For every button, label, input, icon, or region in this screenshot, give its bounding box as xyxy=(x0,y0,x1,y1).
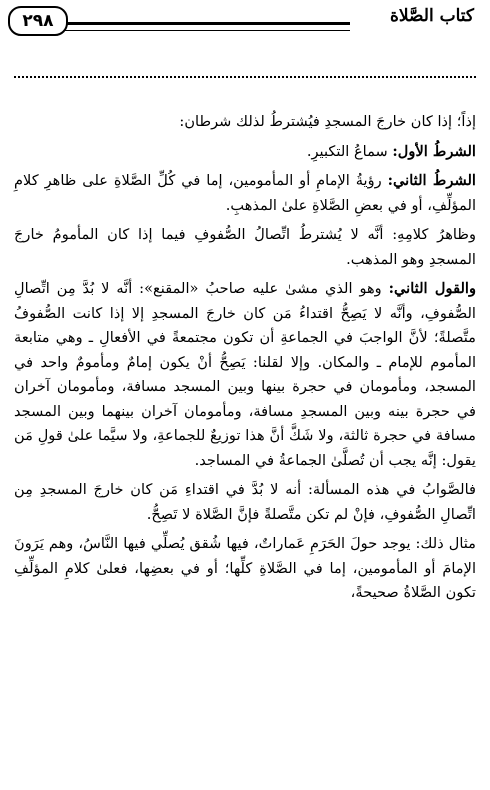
page-number: ٢٩٨ xyxy=(8,6,68,36)
paragraph-text: رؤيةُ الإمامِ أو المأمومين، إما في كُلِّ الصَّلاةِ على ظاهرِ كلامِ المؤلِّفِ، أو في بعضِ الصَّلاةِ علىٰ المذهبِ. xyxy=(14,172,476,214)
paragraph-text: إذاً؛ إذا كان خارجَ المسجدِ فيُشترطُ لذلك شرطان: xyxy=(179,113,476,130)
dotted-separator xyxy=(14,76,476,78)
paragraph-text: وهو الذي مشىٰ عليه صاحبُ «المقنع»: أنَّه لا بُدَّ مِن اتِّصالِ الصُّفوفِ، وأنَّه لا يَصِحُّ اقتداءُ مَن كان خارجَ المسجدِ إلا إذا كانت الصُّفوفُ متَّصلةً؛ لأنَّ الواجبَ في الجماعةِ أن تكون مجتمعةً في الأفعالِ ـ وهي متابعة المأموم للإمام ـ والمكان. وإلا لقلنا: يَصِحُّ أنْ يكون إمامٌ ومأمومٌ واحد في المسجد، ومأمومان في حجرة بينها وبين المسجد مسافة، ومأمومان آخران في حجرة بينه وبين المسجدِ مسافة، ومأمومان آخران بينهما وبين المسجد مسافة في حجرة ثالثة، ولا شَكَّ أنَّ هذا توزيعٌ للجماعةِ، ولا سيَّما علىٰ قولِ مَن يقول: إنَّه يجب أن تُصلَّىٰ الجماعةُ في المساجد. xyxy=(14,280,476,469)
paragraph-lead: والقول الثاني: xyxy=(388,280,476,297)
page-body xyxy=(14,110,476,780)
paragraph-text: وظاهرُ كلامِهِ: أنَّه لا يُشترطُ اتِّصالُ الصُّفوفِ فيما إذا كان المأمومُ خارجَ المسجدِ وهو المذهب. xyxy=(14,226,476,268)
paragraph-lead: الشرطُ الأول: xyxy=(392,142,476,160)
paragraph xyxy=(14,532,476,606)
paragraph-lead: الشرطُ الثاني: xyxy=(387,172,476,189)
paragraph xyxy=(14,277,476,473)
paragraph-text: مثال ذلك: يوجد حولَ الحَرَمِ عَماراتٌ، فيها شُقق يُصلِّي فيها النَّاسُ، وهم يَرَونَ الإمامَ أو المأمومين، إما في الصَّلاةِ كلِّها؛ أو في بعضِها، فعلىٰ كلامِ المؤلِّفِ تكون الصَّلاةُ صحيحةً، xyxy=(14,535,476,601)
paragraph xyxy=(14,223,476,272)
header-rule-thin xyxy=(46,30,350,31)
paragraph xyxy=(14,169,476,218)
paragraph xyxy=(14,110,476,135)
page-header xyxy=(0,0,490,60)
paragraph xyxy=(14,478,476,527)
header-rule xyxy=(46,22,350,25)
book-title: كتاب الصَّلاة xyxy=(389,6,474,26)
paragraph xyxy=(14,140,476,165)
paragraph-text: سماعُ التكبيرِ. xyxy=(306,142,393,160)
paragraph-text: فالصَّوابُ في هذه المسألة: أنه لا بُدَّ في اقتداءِ مَن كان خارجَ المسجدِ مِن اتِّصالِ الصُّفوفِ، فإنْ لم تكن متَّصلةً فإنَّ الصَّلاة لا تَصِحُّ. xyxy=(14,481,476,523)
